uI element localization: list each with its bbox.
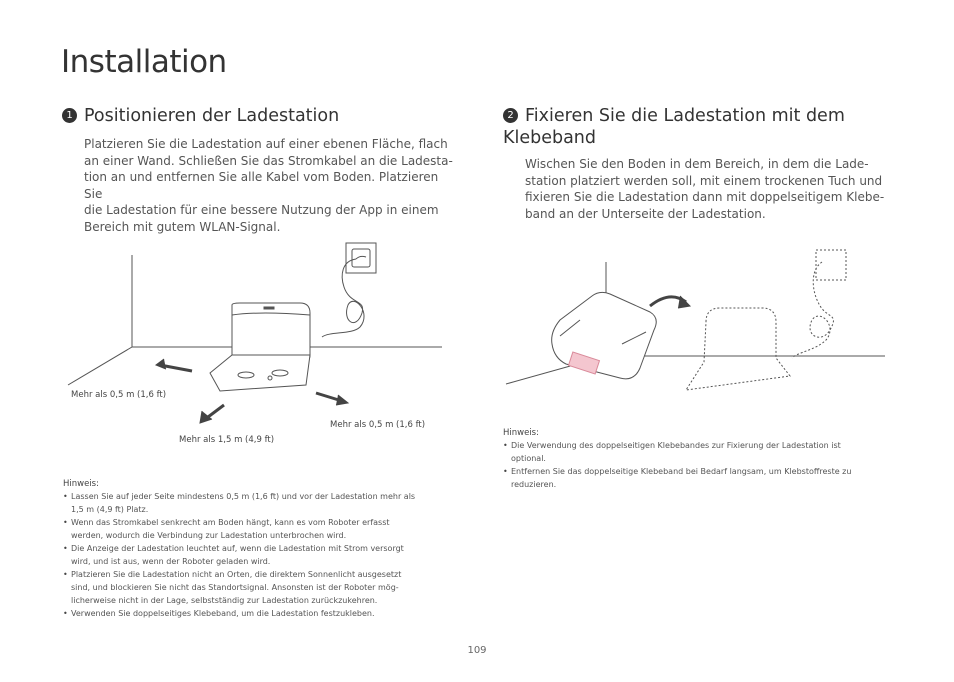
note-item — [503, 439, 883, 465]
section-1-note-label: Hinweis: — [63, 479, 99, 489]
left-arrow — [156, 359, 192, 371]
note-item — [503, 465, 883, 491]
note-item — [63, 542, 443, 568]
note-line: sind, und blockieren Sie nicht das Standortsignal. Ansonsten ist der Roboter mög- — [71, 583, 399, 592]
left-clearance-label: Mehr als 0,5 m (1,6 ft) — [71, 390, 167, 400]
page-title: Installation — [61, 44, 227, 80]
power-cable — [792, 262, 833, 358]
section-1-line: Bereich mit gutem WLAN-Signal. — [84, 219, 281, 234]
wall-socket — [816, 250, 846, 280]
page-number: 109 — [467, 645, 487, 656]
dock-base — [210, 355, 310, 391]
wall-socket — [346, 243, 376, 273]
section-2-line: Wischen Sie den Boden in dem Bereich, in dem die Lade- — [525, 157, 869, 171]
note-line: • Wenn das Stromkabel senkrecht am Boden hängt, kann es vom Roboter erfasst — [71, 518, 390, 527]
note-line: licherweise nicht in der Lage, selbstständig zur Ladestation zurückzukehren. — [71, 596, 378, 605]
right-clearance-label: Mehr als 0,5 m (1,6 ft) — [330, 420, 426, 430]
note-item — [63, 516, 443, 542]
note-line: • Die Anzeige der Ladestation leuchtet auf, wenn die Ladestation mit Strom versorgt — [71, 544, 404, 553]
section-1-title: Positionieren der Ladestation — [84, 106, 340, 126]
note-line: reduzieren. — [511, 480, 557, 489]
section-1-line: Platzieren Sie die Ladestation auf einer ebenen Fläche, flach — [84, 137, 448, 151]
section-1-line: an einer Wand. Schließen Sie das Stromkabel an die Ladesta- — [84, 153, 453, 168]
note-line: 1,5 m (4,9 ft) Platz. — [71, 505, 149, 514]
note-item — [63, 607, 443, 620]
section-1-number: 1 — [62, 108, 77, 123]
placement-illustration — [60, 235, 450, 445]
note-item — [63, 490, 443, 516]
section-1-line: die Ladestation für eine bessere Nutzung der App in einem — [84, 203, 439, 218]
note-line: wird, und ist aus, wenn der Roboter geladen wird. — [71, 557, 271, 566]
note-item — [63, 568, 443, 607]
section-1-body — [84, 136, 454, 236]
front-arrow — [200, 405, 224, 423]
section-2-body — [525, 156, 885, 222]
section-2-notes — [503, 439, 883, 491]
section-2-title — [503, 105, 845, 149]
section-1-heading — [62, 105, 339, 127]
power-cable — [322, 259, 364, 337]
note-line: • Verwenden Sie doppelseitiges Klebeband, um die Ladestation festzukleben. — [71, 609, 375, 618]
note-line: werden, wodurch die Verbindung zur Ladestation unterbrochen wird. — [71, 531, 347, 540]
section-2-line: fixieren Sie die Ladestation dann mit doppelseitigem Klebe- — [525, 190, 885, 205]
note-line: • Platzieren Sie die Ladestation nicht an Orten, die direktem Sonnenlicht ausgesetzt — [71, 570, 402, 579]
front-clearance-label: Mehr als 1,5 m (4,9 ft) — [179, 435, 275, 445]
section-1-notes — [63, 490, 443, 620]
section-2-heading — [503, 105, 845, 149]
note-line: • Lassen Sie auf jeder Seite mindestens 0,5 m (1,6 ft) und vor der Ladestation mehr als — [71, 492, 416, 501]
dock-underside — [552, 292, 657, 378]
floor-left-line — [68, 347, 132, 385]
note-line: optional. — [511, 454, 546, 463]
section-2-line: station platziert werden soll, mit einem trockenen Tuch und — [525, 173, 883, 188]
section-2-title-line: Klebeband — [503, 128, 597, 148]
right-arrow — [316, 393, 348, 405]
section-1-line: tion an und entfernen Sie alle Kabel vom Boden. Platzieren Sie — [84, 170, 439, 201]
dock-body — [232, 303, 310, 363]
adhesive-illustration — [500, 240, 890, 400]
section-2-title-line: Fixieren Sie die Ladestation mit dem — [525, 106, 845, 126]
note-line: • Entfernen Sie das doppelseitige Klebeband bei Bedarf langsam, um Klebstoffreste zu — [511, 467, 852, 476]
section-2-note-label: Hinweis: — [503, 428, 539, 438]
section-2-number: 2 — [503, 108, 518, 123]
section-2-line: band an der Unterseite der Ladestation. — [525, 206, 766, 221]
dock-target-outline — [686, 308, 790, 390]
note-line: • Die Verwendung des doppelseitigen Klebebandes zur Fixierung der Ladestation ist — [511, 441, 841, 450]
